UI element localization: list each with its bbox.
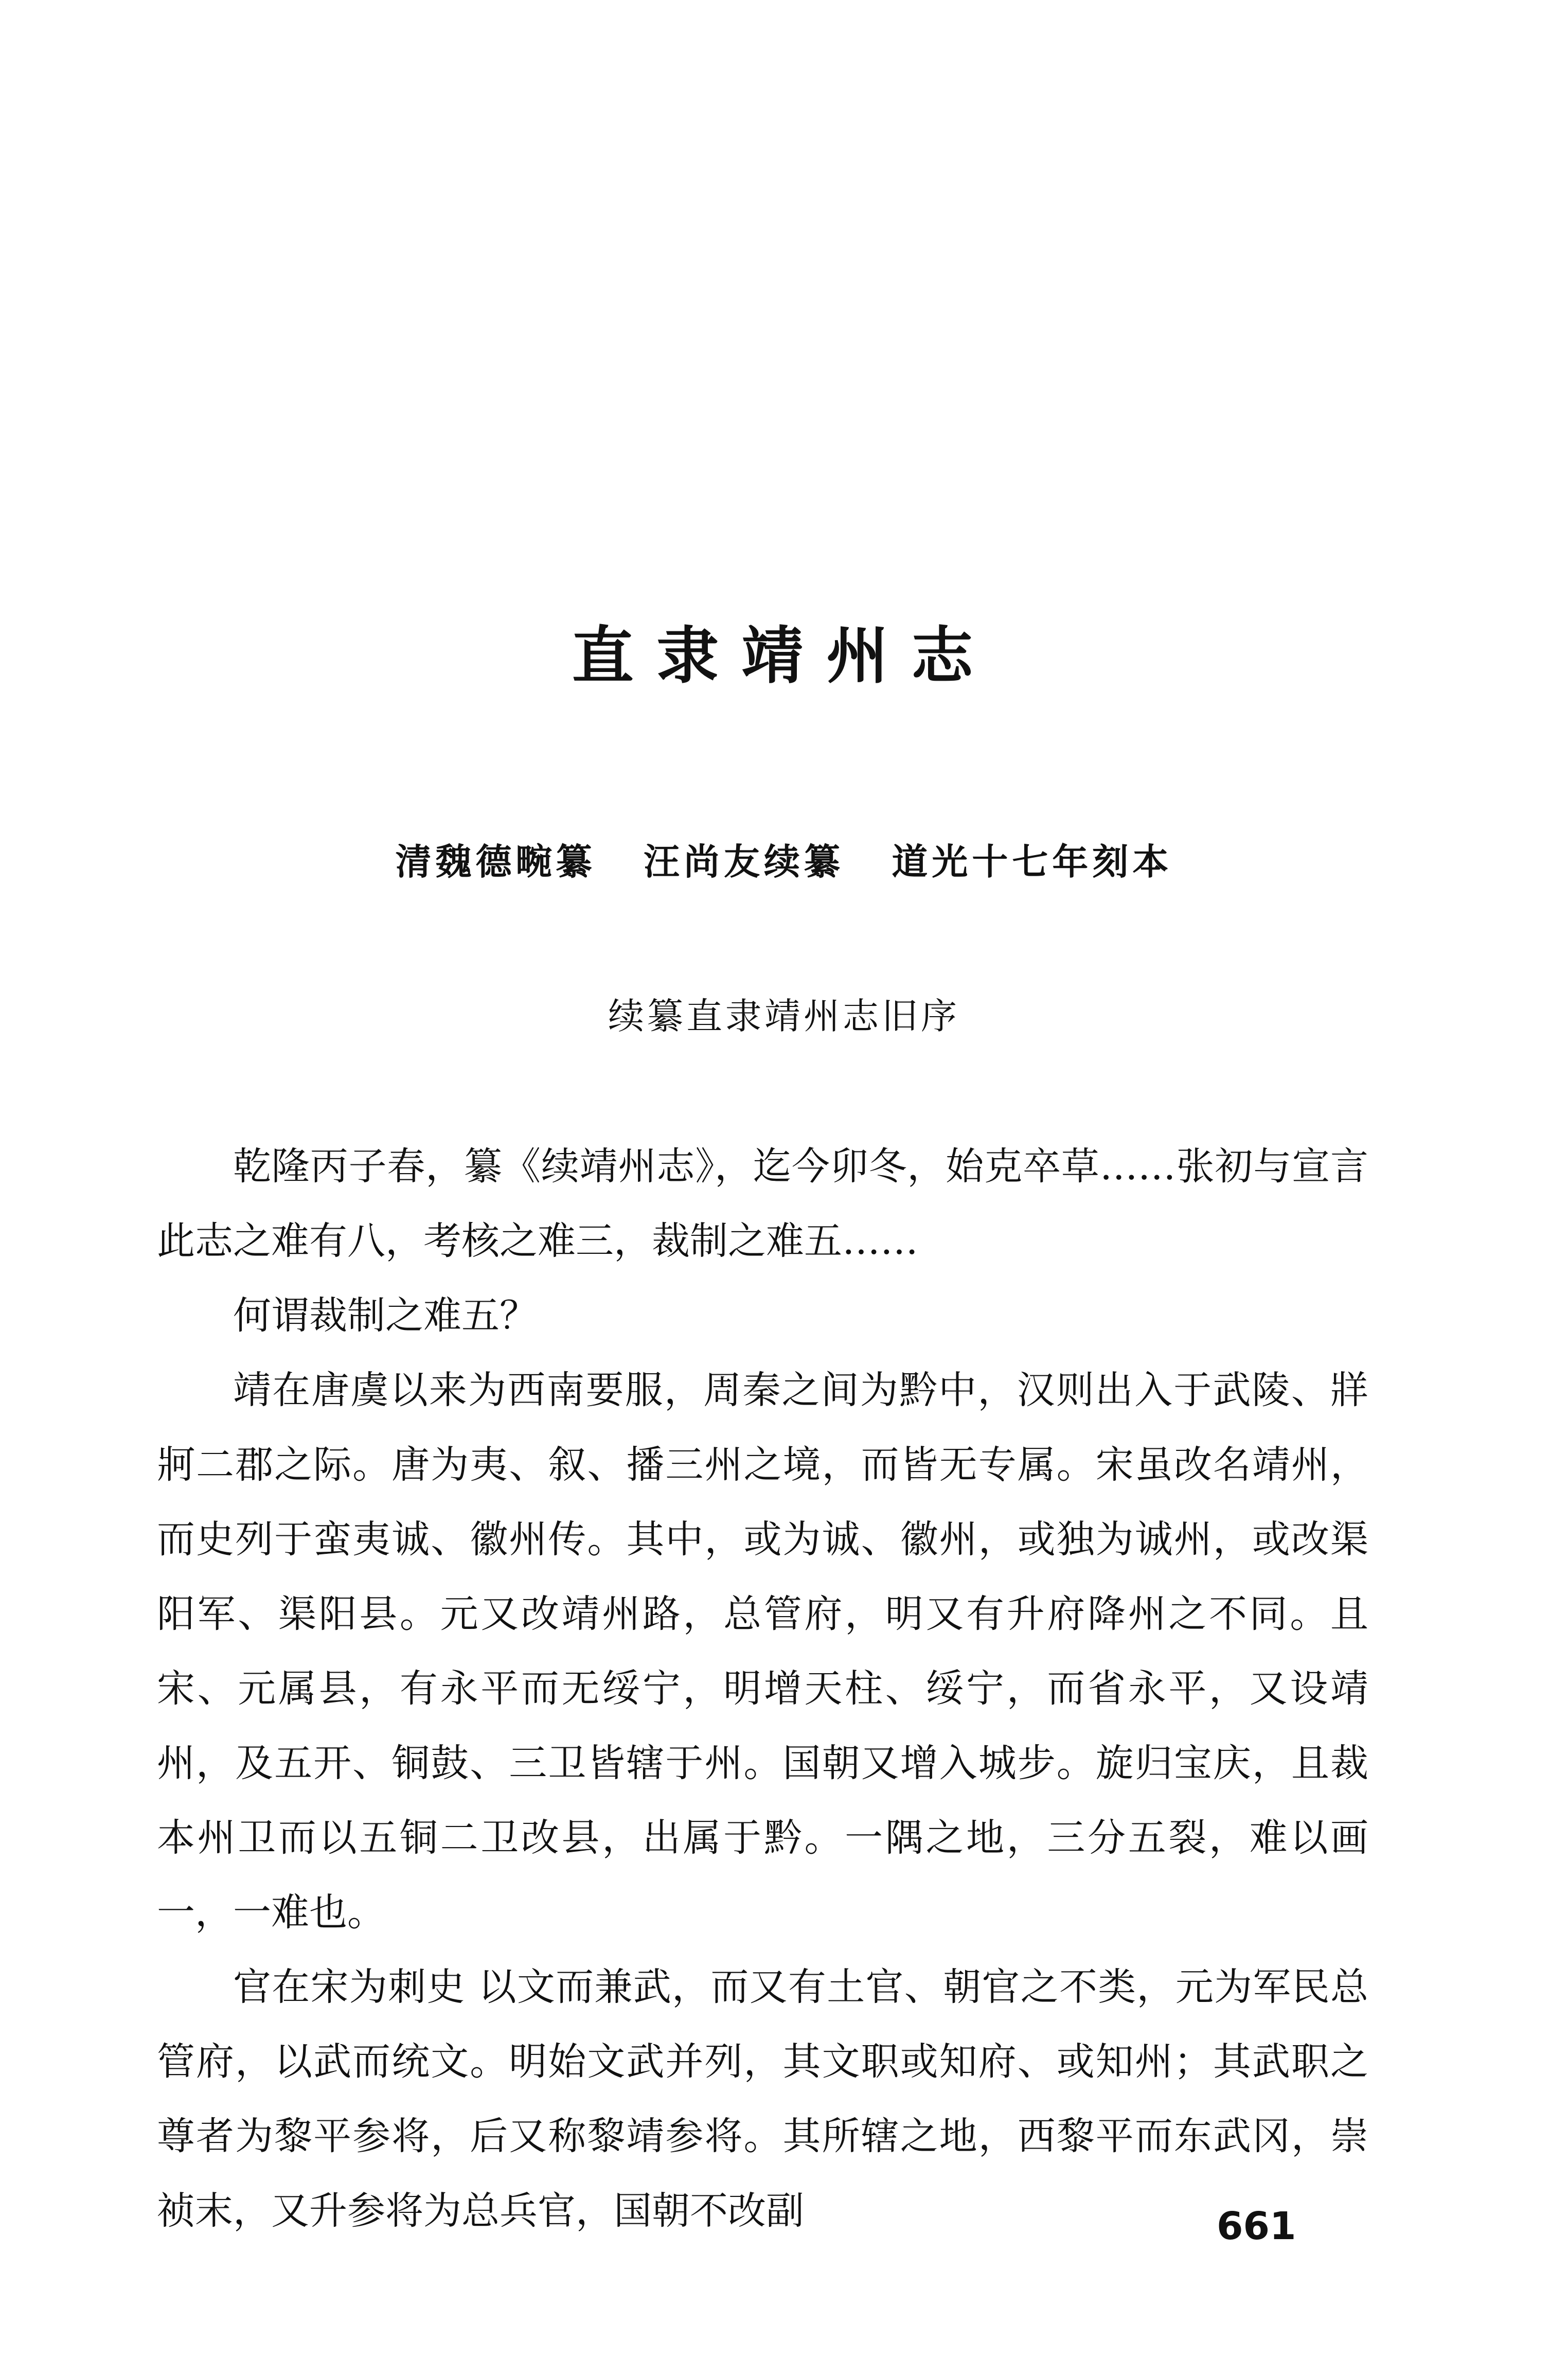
paragraph-2: 何谓裁制之难五？ — [233, 1293, 538, 1338]
byline-edition: 道光十七年刻本 — [892, 840, 1173, 883]
paragraph-1: 乾隆丙子春，纂《续靖州志》，迄今卯冬，始克卒草……张初与宣言此志之难有八，考核之难三，裁制之难五…… — [157, 1144, 1368, 1263]
paragraph-4: 官在宋为刺史 以文而兼武，而又有土官、朝官之不类，元为军民总管府，以武而统文。明始文武并列，其文职或知府、或知州；其武职之尊者为黎平参将，后又称黎靖参将。其所辖之地，西黎平而东武冈，崇祯末，又升参将为总兵官，国朝不改副 — [157, 1965, 1368, 2233]
paragraph-3: 靖在唐虞以来为西南要服，周秦之间为黔中，汉则出入于武陵、牂牁二郡之际。唐为夷、叙、播三州之境，而皆无专属。宋虽改名靖州，而史列于蛮夷诚、徽州传。其中，或为诚、徽州，或独为诚州，或改渠阳军、渠阳县。元又改靖州路，总管府，明又有升府降州之不同。且宋、元属县，有永平而无绥宁，明增天柱、绥宁，而省永平，又设靖州，及五开、铜鼓、三卫皆辖于州。国朝又增入城步。旋归宝庆，且裁本州卫而以五铜二卫改县，出属于黔。一隅之地，三分五裂，难以画一，一难也。 — [157, 1368, 1368, 1935]
byline-compiler: 清魏德畹纂 — [395, 840, 596, 883]
document-title: 直隶靖州志 — [572, 619, 996, 692]
document-body — [157, 1129, 1368, 2248]
byline-continuation-compiler: 汪尚友续纂 — [644, 840, 844, 883]
page-number: 661 — [1217, 2204, 1296, 2248]
byline — [0, 840, 1568, 883]
section-title: 续纂直隶靖州志旧序 — [608, 995, 960, 1037]
